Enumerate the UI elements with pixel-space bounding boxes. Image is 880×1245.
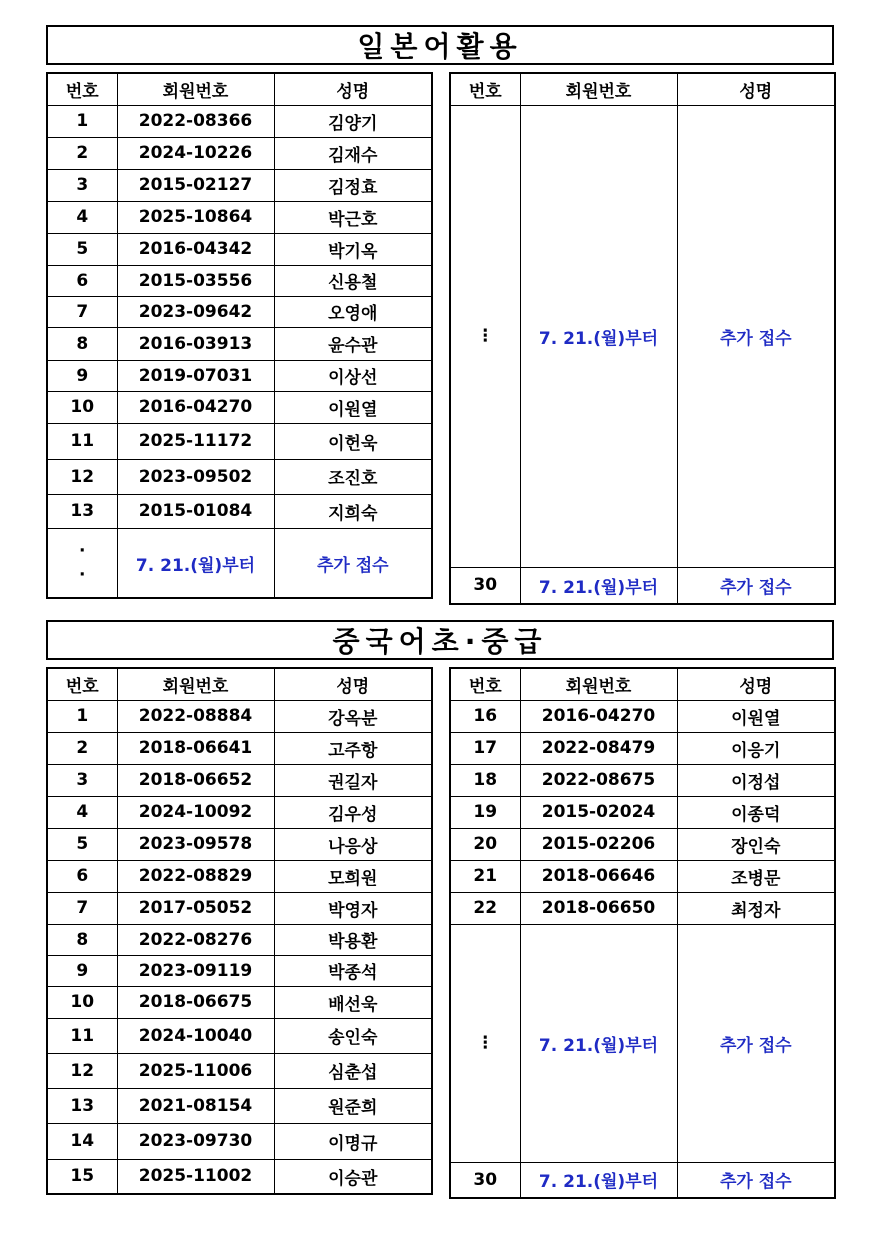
table-row: [47, 986, 432, 1018]
table-row: [450, 796, 835, 828]
table-row: [47, 1123, 432, 1159]
chinese-title: 중국어초·중급: [46, 620, 834, 660]
name-cell: 배선욱: [274, 986, 432, 1018]
member-id-cell: 7. 21.(월)부터: [520, 924, 677, 1162]
no-cell: 9: [47, 360, 117, 391]
table-row: [450, 732, 835, 764]
header-name: 성명: [274, 73, 432, 105]
header-no: 번호: [47, 73, 117, 105]
name-cell: 김양기: [274, 105, 432, 137]
member-id-cell: 2018-06650: [520, 892, 677, 924]
table-row: [450, 1162, 835, 1198]
name-cell: 이원열: [274, 391, 432, 423]
name-cell: 심춘섭: [274, 1053, 432, 1088]
no-cell: 1: [47, 105, 117, 137]
table-row: [47, 892, 432, 924]
no-cell: 22: [450, 892, 520, 924]
no-cell: 12: [47, 459, 117, 494]
table-row: [47, 1018, 432, 1053]
header-member-id: 회원번호: [520, 73, 677, 105]
table-header-row: [47, 668, 432, 700]
name-cell: 이명규: [274, 1123, 432, 1159]
name-cell: 조진호: [274, 459, 432, 494]
name-cell: 윤수관: [274, 327, 432, 360]
table-row: [450, 700, 835, 732]
name-cell: 고주항: [274, 732, 432, 764]
member-id-cell: 2022-08479: [520, 732, 677, 764]
member-id-cell: 2022-08829: [117, 860, 274, 892]
table-row: [450, 567, 835, 604]
name-cell: 박근호: [274, 201, 432, 233]
member-id-cell: 2023-09642: [117, 296, 274, 327]
member-id-cell: 2016-03913: [117, 327, 274, 360]
member-id-cell: 2015-02024: [520, 796, 677, 828]
member-id-cell: 2018-06675: [117, 986, 274, 1018]
header-no: 번호: [47, 668, 117, 700]
member-id-cell: 7. 21.(월)부터: [520, 1162, 677, 1198]
table-row: [47, 828, 432, 860]
table-row: [47, 1053, 432, 1088]
header-no: 번호: [450, 668, 520, 700]
table-row: [47, 732, 432, 764]
member-id-cell: 2016-04270: [520, 700, 677, 732]
name-cell: 박기옥: [274, 233, 432, 265]
table-row: [47, 423, 432, 459]
member-id-cell: 2015-03556: [117, 265, 274, 296]
header-member-id: 회원번호: [520, 668, 677, 700]
no-cell: 16: [450, 700, 520, 732]
no-cell: 6: [47, 860, 117, 892]
japanese-right-table: [449, 72, 836, 605]
member-id-cell: 2022-08366: [117, 105, 274, 137]
member-id-cell: 2024-10040: [117, 1018, 274, 1053]
name-cell: 오영애: [274, 296, 432, 327]
table-row: [47, 265, 432, 296]
no-cell: 4: [47, 201, 117, 233]
japanese-title: 일본어활용: [46, 25, 834, 65]
name-cell: 나응상: [274, 828, 432, 860]
name-cell: 이헌욱: [274, 423, 432, 459]
header-member-id: 회원번호: [117, 73, 274, 105]
member-id-cell: 2023-09730: [117, 1123, 274, 1159]
member-id-cell: 2018-06652: [117, 764, 274, 796]
table-row: [47, 105, 432, 137]
member-id-cell: 2016-04342: [117, 233, 274, 265]
no-cell: 20: [450, 828, 520, 860]
member-id-cell: 2022-08675: [520, 764, 677, 796]
table-row: [450, 764, 835, 796]
no-cell: 4: [47, 796, 117, 828]
name-cell: 지희숙: [274, 494, 432, 528]
table-row: [450, 828, 835, 860]
member-id-cell: 2018-06641: [117, 732, 274, 764]
name-cell: 추가 접수: [274, 528, 432, 598]
name-cell: 추가 접수: [677, 1162, 835, 1198]
name-cell: 조병문: [677, 860, 835, 892]
member-id-cell: 2018-06646: [520, 860, 677, 892]
table-row: [47, 391, 432, 423]
ellipsis-cell: ⋮: [450, 924, 520, 1162]
no-cell: 3: [47, 764, 117, 796]
name-cell: 박종석: [274, 955, 432, 986]
no-cell: 13: [47, 1088, 117, 1123]
table-header-row: [47, 73, 432, 105]
no-cell: 30: [450, 1162, 520, 1198]
name-cell: 권길자: [274, 764, 432, 796]
name-cell: 추가 접수: [677, 924, 835, 1162]
no-cell: 9: [47, 955, 117, 986]
table-row: [47, 327, 432, 360]
header-name: 성명: [677, 668, 835, 700]
name-cell: 최정자: [677, 892, 835, 924]
name-cell: 이정섭: [677, 764, 835, 796]
name-cell: 이원열: [677, 700, 835, 732]
no-cell: 21: [450, 860, 520, 892]
no-cell: 17: [450, 732, 520, 764]
no-cell: 18: [450, 764, 520, 796]
name-cell: 추가 접수: [677, 105, 835, 567]
table-row: [47, 528, 432, 598]
header-name: 성명: [677, 73, 835, 105]
no-cell: 1: [47, 700, 117, 732]
no-cell: 7: [47, 296, 117, 327]
table-row: [47, 1159, 432, 1194]
header-name: 성명: [274, 668, 432, 700]
no-cell: 19: [450, 796, 520, 828]
no-cell: 14: [47, 1123, 117, 1159]
no-cell: 13: [47, 494, 117, 528]
member-id-cell: 7. 21.(월)부터: [520, 567, 677, 604]
member-id-cell: 2023-09119: [117, 955, 274, 986]
name-cell: 강옥분: [274, 700, 432, 732]
no-cell: 8: [47, 327, 117, 360]
member-id-cell: 2023-09578: [117, 828, 274, 860]
japanese-left-table: [46, 72, 433, 599]
table-row: [47, 796, 432, 828]
no-cell: 12: [47, 1053, 117, 1088]
member-id-cell: 2025-10864: [117, 201, 274, 233]
member-id-cell: 2025-11172: [117, 423, 274, 459]
table-row: [47, 860, 432, 892]
table-row: [450, 892, 835, 924]
member-id-cell: 2015-02127: [117, 169, 274, 201]
member-id-cell: 2015-01084: [117, 494, 274, 528]
name-cell: 이응기: [677, 732, 835, 764]
member-id-cell: 2025-11006: [117, 1053, 274, 1088]
table-row: [47, 360, 432, 391]
no-cell: 30: [450, 567, 520, 604]
member-id-cell: 2022-08884: [117, 700, 274, 732]
no-cell: 8: [47, 924, 117, 955]
no-cell: 2: [47, 732, 117, 764]
table-row: [47, 764, 432, 796]
name-cell: 추가 접수: [677, 567, 835, 604]
table-row: [47, 137, 432, 169]
no-cell: 10: [47, 391, 117, 423]
name-cell: 송인숙: [274, 1018, 432, 1053]
name-cell: 신용철: [274, 265, 432, 296]
ellipsis-cell: · ·: [47, 528, 117, 598]
name-cell: 박영자: [274, 892, 432, 924]
name-cell: 장인숙: [677, 828, 835, 860]
table-row: [47, 169, 432, 201]
table-row: [450, 105, 835, 567]
member-id-cell: 2025-11002: [117, 1159, 274, 1194]
name-cell: 모희원: [274, 860, 432, 892]
table-row: [47, 1088, 432, 1123]
no-cell: 10: [47, 986, 117, 1018]
name-cell: 김정효: [274, 169, 432, 201]
table-row: [47, 924, 432, 955]
chinese-right-table: [449, 667, 836, 1199]
no-cell: 5: [47, 233, 117, 265]
table-row: [47, 201, 432, 233]
name-cell: 원준희: [274, 1088, 432, 1123]
table-header-row: [450, 73, 835, 105]
no-cell: 11: [47, 423, 117, 459]
table-row: [47, 955, 432, 986]
table-row: [450, 860, 835, 892]
table-row: [47, 233, 432, 265]
header-member-id: 회원번호: [117, 668, 274, 700]
member-id-cell: 2015-02206: [520, 828, 677, 860]
member-id-cell: 2016-04270: [117, 391, 274, 423]
chinese-left-table: [46, 667, 433, 1195]
name-cell: 김재수: [274, 137, 432, 169]
name-cell: 박용환: [274, 924, 432, 955]
member-id-cell: 2017-05052: [117, 892, 274, 924]
member-id-cell: 2023-09502: [117, 459, 274, 494]
name-cell: 이승관: [274, 1159, 432, 1194]
no-cell: 11: [47, 1018, 117, 1053]
no-cell: 6: [47, 265, 117, 296]
member-id-cell: 2019-07031: [117, 360, 274, 391]
table-row: [450, 924, 835, 1162]
table-header-row: [450, 668, 835, 700]
table-row: [47, 459, 432, 494]
member-id-cell: 2021-08154: [117, 1088, 274, 1123]
member-id-cell: 2024-10226: [117, 137, 274, 169]
member-id-cell: 2022-08276: [117, 924, 274, 955]
member-id-cell: 7. 21.(월)부터: [117, 528, 274, 598]
header-no: 번호: [450, 73, 520, 105]
no-cell: 2: [47, 137, 117, 169]
member-id-cell: 7. 21.(월)부터: [520, 105, 677, 567]
name-cell: 이종덕: [677, 796, 835, 828]
table-row: [47, 296, 432, 327]
no-cell: 5: [47, 828, 117, 860]
no-cell: 7: [47, 892, 117, 924]
name-cell: 이상선: [274, 360, 432, 391]
table-row: [47, 494, 432, 528]
table-row: [47, 700, 432, 732]
member-id-cell: 2024-10092: [117, 796, 274, 828]
no-cell: 3: [47, 169, 117, 201]
name-cell: 김우성: [274, 796, 432, 828]
no-cell: 15: [47, 1159, 117, 1194]
ellipsis-cell: ⋮: [450, 105, 520, 567]
